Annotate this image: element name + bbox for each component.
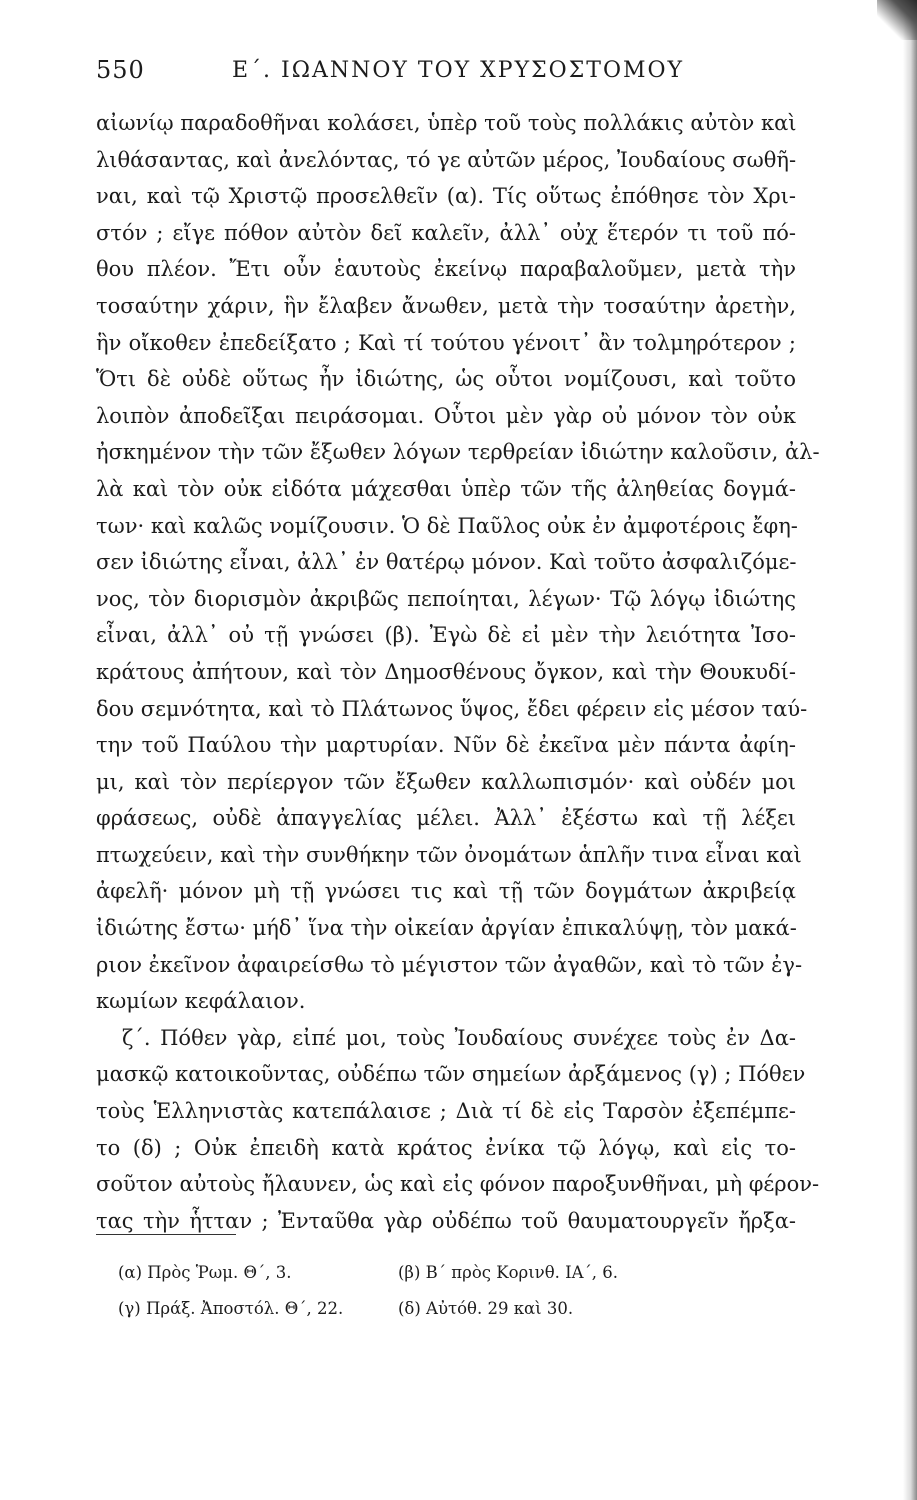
text-line: ἣν οἴκοθεν ἐπεδείξατο ; Καὶ τί τούτου γένοιτ᾽ ἂν τολμηρότερον ;	[96, 330, 796, 355]
text-line: τοὺς Ἑλληνιστὰς κατεπάλαισε ; Διὰ τί δὲ εἰς Ταρσὸν ἐξεπέμπε-	[96, 1099, 796, 1124]
text-line: ναι, καὶ τῷ Χριστῷ προσελθεῖν (α). Τίς οὕτως ἐπόθησε τὸν Χρι-	[96, 184, 796, 209]
text-line: εἶναι, ἀλλ᾽ οὐ τῇ γνώσει (β). Ἐγὼ δὲ εἰ μὲν τὴν λειότητα Ἰσο-	[96, 623, 796, 648]
text-line: των· καὶ καλῶς νομίζουσιν. Ὁ δὲ Παῦλος οὐκ ἐν ἀμφοτέροις ἔφη-	[96, 513, 798, 538]
text-line: δου σεμνότητα, καὶ τὸ Πλάτωνος ὕψος, ἔδει φέρειν εἰς μέσον ταύ-	[96, 696, 808, 721]
footnote-c: (γ) Πράξ. Ἀποστόλ. Θ΄, 22.	[118, 1299, 344, 1318]
running-title: Ε΄. ΙΩΑΝΝΟΥ ΤΟΥ ΧΡΥΣΟΣΤΟΜΟΥ	[232, 58, 685, 83]
section-start-line: ζ΄. Πόθεν γὰρ, εἰπέ μοι, τοὺς Ἰουδαίους συνέχεε τοὺς ἐν Δα-	[122, 1025, 796, 1050]
footnote-row	[118, 1291, 678, 1327]
text-line: ριον ἐκεῖνον ἀφαιρείσθω τὸ μέγιστον τῶν ἀγαθῶν, καὶ τὸ τῶν ἐγ-	[96, 952, 803, 977]
text-line: μι, καὶ τὸν περίεργον τῶν ἔξωθεν καλλωπισμόν· καὶ οὐδέν μοι	[96, 769, 796, 794]
text-line: στόν ; εἴγε πόθον αὐτὸν δεῖ καλεῖν, ἀλλ᾽ οὐχ ἕτερόν τι τοῦ πό-	[96, 220, 796, 245]
footnote-a: (α) Πρὸς Ῥωμ. Θ΄, 3.	[118, 1263, 292, 1282]
text-line: τοσαύτην χάριν, ἣν ἔλαβεν ἄνωθεν, μετὰ τὴν τοσαύτην ἀρετὴν,	[96, 293, 796, 318]
text-line: Ὅτι δὲ οὐδὲ οὕτως ἦν ἰδιώτης, ὡς οὗτοι νομίζουσι, καὶ τοῦτο	[96, 367, 796, 392]
text-line: νος, τὸν διορισμὸν ἀκριβῶς πεποίηται, λέγων· Τῷ λόγῳ ἰδιώτης	[96, 586, 796, 611]
text-line: πτωχεύειν, καὶ τὴν συνθήκην τῶν ὀνομάτων ἁπλῆν τινα εἶναι καὶ	[96, 842, 802, 867]
page-number: 550	[96, 56, 145, 84]
text-line: λιθάσαντας, καὶ ἀνελόντας, τό γε αὐτῶν μέρος, Ἰουδαίους σωθῆ-	[96, 147, 797, 172]
page-edge-shadow	[903, 0, 917, 1500]
footnote-b: (β) Β΄ πρὸς Κορινθ. ΙΑ΄, 6.	[398, 1263, 619, 1282]
text-line: ἀφελῆ· μόνον μὴ τῇ γνώσει τις καὶ τῇ τῶν δογμάτων ἀκριβείᾳ	[96, 879, 796, 904]
paragraph-end-line: κωμίων κεφάλαιον.	[96, 989, 306, 1014]
footnote-divider	[96, 1234, 236, 1235]
text-line: σεν ἰδιώτης εἶναι, ἀλλ᾽ ἐν θατέρῳ μόνον. Καὶ τοῦτο ἀσφαλιζόμε-	[96, 550, 797, 575]
footnotes	[118, 1255, 678, 1327]
text-line: κράτους ἀπήτουν, καὶ τὸν Δημοσθένους ὄγκον, καὶ τὴν Θουκυδί-	[96, 659, 796, 684]
text-line: ἰδιώτης ἔστω· μήδ᾽ ἵνα τὴν οἰκείαν ἀργίαν ἐπικαλύψῃ, τὸν μακά-	[96, 916, 797, 941]
text-line: τας τὴν ἧτταν ; Ἐνταῦθα γὰρ οὐδέπω τοῦ θαυματουργεῖν ἤρξα-	[96, 1208, 796, 1233]
text-line: θου πλέον. Ἔτι οὖν ἑαυτοὺς ἐκείνῳ παραβαλοῦμεν, μετὰ τὴν	[96, 257, 796, 282]
text-line: φράσεως, οὐδὲ ἀπαγγελίας μέλει. Ἀλλ᾽ ἐξέστω καὶ τῇ λέξει	[96, 806, 796, 831]
text-line: μασκῷ κατοικοῦντας, οὐδέπω τῶν σημείων ἀρξάμενος (γ) ; Πόθεν	[96, 1062, 806, 1087]
text-line: το (δ) ; Οὐκ ἐπειδὴ κατὰ κράτος ἐνίκα τῷ λόγῳ, καὶ εἰς το-	[96, 1135, 796, 1160]
page-corner-shadow	[877, 0, 917, 40]
main-text	[96, 105, 820, 1239]
text-line: λοιπὸν ἀποδεῖξαι πειράσομαι. Οὗτοι μὲν γὰρ οὐ μόνον τὸν οὐκ	[96, 403, 796, 428]
text-line: την τοῦ Παύλου τὴν μαρτυρίαν. Νῦν δὲ ἐκεῖνα μὲν πάντα ἀφίη-	[96, 733, 796, 758]
text-line: ἠσκημένον τὴν τῶν ἔξωθεν λόγων τερθρείαν ἰδιώτην καλοῦσιν, ἀλ-	[96, 440, 820, 465]
text-line: σοῦτον αὐτοὺς ἤλαυνεν, ὡς καὶ εἰς φόνον παροξυνθῆναι, μὴ φέρον-	[96, 1172, 820, 1197]
text-line: λὰ καὶ τὸν οὐκ εἰδότα μάχεσθαι ὑπὲρ τῶν τῆς ἀληθείας δογμά-	[96, 476, 796, 501]
footnote-row	[118, 1255, 678, 1291]
footnote-d: (δ) Αὐτόθ. 29 καὶ 30.	[398, 1299, 574, 1318]
text-line: αἰωνίῳ παραδοθῆναι κολάσει, ὑπὲρ τοῦ τοὺς πολλάκις αὐτὸν καὶ	[96, 111, 797, 135]
